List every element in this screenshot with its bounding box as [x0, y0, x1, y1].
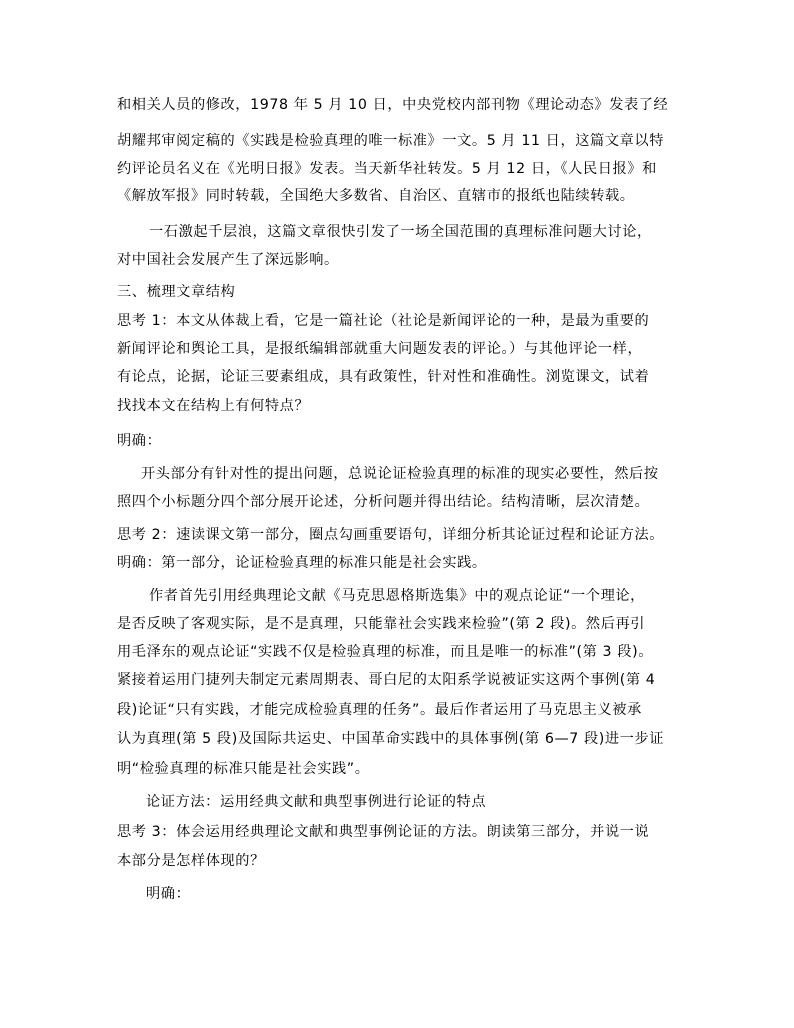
text-line: 思考 1：本文从体裁上看，它是一篇社论（社论是新闻评论的一种，是最为重要的 [117, 313, 650, 329]
text-line: 找找本文在结构上有何特点？ [117, 398, 310, 414]
text-line: 《解放军报》同时转载，全国绝大多数省、自治区、直辖市的报纸也陆续转载。 [117, 188, 635, 204]
text-line: 一石激起千层浪，这篇文章很快引发了一场全国范围的真理标准问题大讨论， [149, 224, 652, 240]
text-line: 有论点，论据，论证三要素组成，具有政策性，针对性和准确性。浏览课文，试着 [117, 369, 650, 385]
text-line: 紧接着运用门捷列夫制定元素周期表、哥白尼的太阳系学说被证实这两个事例(第 4 [117, 672, 656, 688]
text-line: 思考 3：体会运用经典理论文献和典型事例论证的方法。朗读第三部分，并说一说 [117, 824, 650, 840]
text-line: 论证方法：运用经典文献和典型事例进行论证的特点 [146, 794, 487, 810]
text-line: 思考 2：速读课文第一部分，圈点勾画重要语句，详细分析其论证过程和论证方法。 [117, 527, 665, 543]
text-line: 和相关人员的修改，1978 年 5 月 10 日，中央党校内部刊物《理论动态》发表了经 [117, 97, 669, 113]
section-heading: 三、梳理文章结构 [117, 284, 236, 300]
text-line: 用毛泽东的观点论证“实践不仅是检验真理的标准，而且是唯一的标准”(第 3 段)。 [117, 644, 654, 660]
text-line: 是否反映了客观实际，是不是真理，只能靠社会实践来检验”(第 2 段)。然后再引 [117, 616, 646, 632]
text-line: 胡耀邦审阅定稿的《实践是检验真理的唯一标准》一文。5 月 11 日，这篇文章以特 [117, 133, 664, 149]
text-line: 认为真理(第 5 段)及国际共运史、中国革命实践中的具体事例(第 6—7 段)进一步证 [117, 731, 665, 747]
text-line: 新闻评论和舆论工具，是报纸编辑部就重大问题发表的评论。）与其他评论一样， [117, 341, 643, 357]
text-line: 段)论证“只有实践，才能完成检验真理的任务”。最后作者运用了马克思主义被承 [117, 702, 642, 718]
text-line: 明确： [117, 433, 162, 449]
text-line: 明“检验真理的标准只能是社会实践”。 [117, 761, 370, 777]
text-line: 本部分是怎样体现的？ [117, 853, 265, 869]
text-line: 开头部分有针对性的提出问题，总说论证检验真理的标准的现实必要性，然后按 [141, 466, 659, 482]
text-line: 明确：第一部分，论证检验真理的标准只能是社会实践。 [117, 555, 487, 571]
text-line: 约评论员名义在《光明日报》发表。当天新华社转发。5 月 12 日，《人民日报》和 [117, 161, 657, 177]
text-line: 照四个小标题分四个部分展开论述，分析问题并得出结论。结构清晰，层次清楚。 [117, 494, 650, 510]
text-line: 对中国社会发展产生了深远影响。 [117, 252, 339, 268]
text-line: 明确： [146, 886, 191, 902]
text-line: 作者首先引用经典理论文献《马克思恩格斯选集》中的观点论证“一个理论， [149, 588, 645, 604]
